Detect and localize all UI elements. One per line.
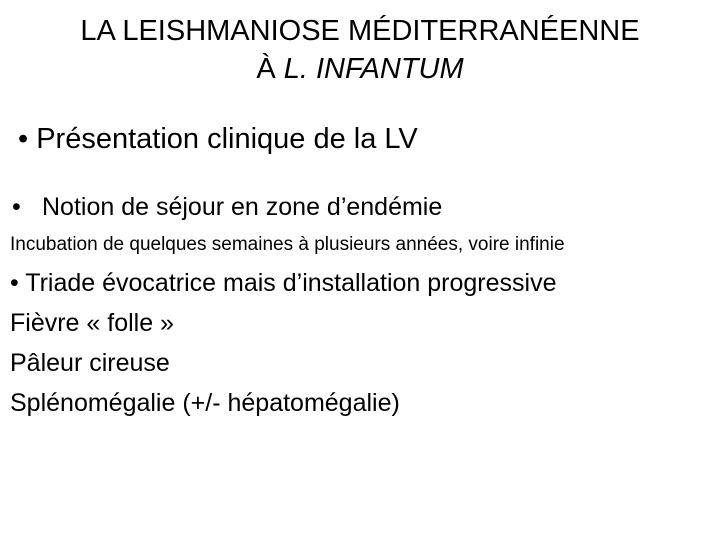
title-line-2-prefix: À	[256, 53, 284, 85]
section-heading: • Présentation clinique de la LV	[18, 123, 418, 155]
title-line-2-species: L. INFANTUM	[283, 53, 464, 85]
bullet-marker: •	[12, 193, 21, 221]
bullet-text: Notion de séjour en zone d’endémie	[42, 193, 443, 221]
triad-item: Fièvre « folle »	[10, 309, 174, 337]
triad-item: Pâleur cireuse	[10, 349, 170, 377]
incubation-text: Incubation de quelques semaines à plusieurs années, voire infinie	[10, 234, 565, 255]
triad-heading: • Triade évocatrice mais d’installation progressive	[10, 269, 557, 297]
title-line-1: LA LEISHMANIOSE MÉDITERRANÉENNE	[80, 15, 640, 47]
triad-item: Splénomégalie (+/- hépatomégalie)	[10, 389, 400, 417]
triad-block	[10, 263, 715, 423]
slide-body	[10, 190, 715, 423]
title-line-2	[0, 50, 720, 88]
slide-title	[0, 12, 720, 88]
bullet-item	[12, 190, 715, 224]
